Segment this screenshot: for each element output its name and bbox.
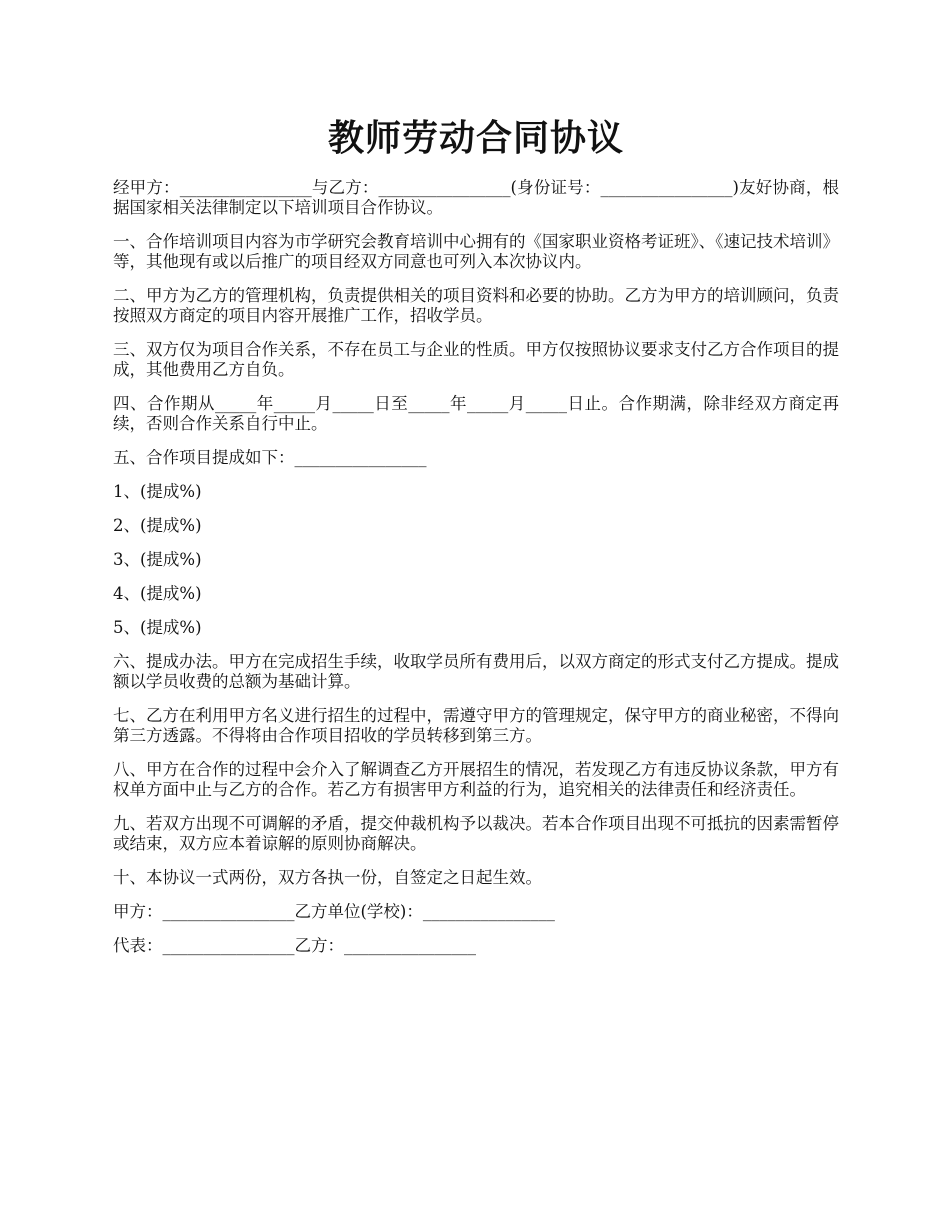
clause-8: 八、甲方在合作的过程中会介入了解调查乙方开展招生的情况，若发现乙方有违反协议条款，甲方有权单方面中止与乙方的合作。若乙方有损害甲方利益的行为，追究相关的法律责任和经济责任。 [113,760,839,799]
clause-10: 十、本协议一式两份，双方各执一份，自签定之日起生效。 [113,868,542,887]
clause-5: 五、合作项目提成如下：________________ [113,448,427,467]
clause-2: 二、甲方为乙方的管理机构，负责提供相关的项目资料和必要的协助。乙方为甲方的培训顾问，负责按照双方商定的项目内容开展推广工作，招收学员。 [113,286,839,325]
commission-item-1: 1、(提成%) [113,482,202,501]
para-parties: 经甲方：________________与乙方：________________(身份证号：________________)友好协商，根据国家相关法律制定以下培训项目合作协议。 [113,178,839,217]
clause-1: 一、合作培训项目内容为市学研究会教育培训中心拥有的《国家职业资格考证班》、《速记技术培训》等，其他现有或以后推广的项目经双方同意也可列入本次协议内。 [113,232,839,271]
document-title: 教师劳动合同协议 [327,117,624,159]
document-page [113,0,839,970]
commission-item-2: 2、(提成%) [113,516,202,535]
clause-3: 三、双方仅为项目合作关系，不存在员工与企业的性质。甲方仅按照协议要求支付乙方合作项目的提成，其他费用乙方自负。 [113,340,839,379]
clause-9: 九、若双方出现不可调解的矛盾，提交仲裁机构予以裁决。若本合作项目出现不可抵抗的因素需暂停或结束，双方应本着谅解的原则协商解决。 [113,814,839,853]
signature-line-2: 代表：________________乙方：________________ [113,936,476,955]
commission-item-3: 3、(提成%) [113,550,202,569]
document-body [113,178,839,956]
clause-6: 六、提成办法。甲方在完成招生手续，收取学员所有费用后，以双方商定的形式支付乙方提成。提成额以学员收费的总额为基础计算。 [113,652,839,691]
clause-7: 七、乙方在利用甲方名义进行招生的过程中，需遵守甲方的管理规定，保守甲方的商业秘密，不得向第三方透露。不得将由合作项目招收的学员转移到第三方。 [113,706,839,745]
commission-item-5: 5、(提成%) [113,618,202,637]
commission-item-4: 4、(提成%) [113,584,202,603]
signature-line-1: 甲方：________________乙方单位(学校)：________________ [113,902,555,921]
clause-4: 四、合作期从_____年_____月_____日至_____年_____月_____日止。合作期满，除非经双方商定再续，否则合作关系自行中止。 [113,394,839,433]
